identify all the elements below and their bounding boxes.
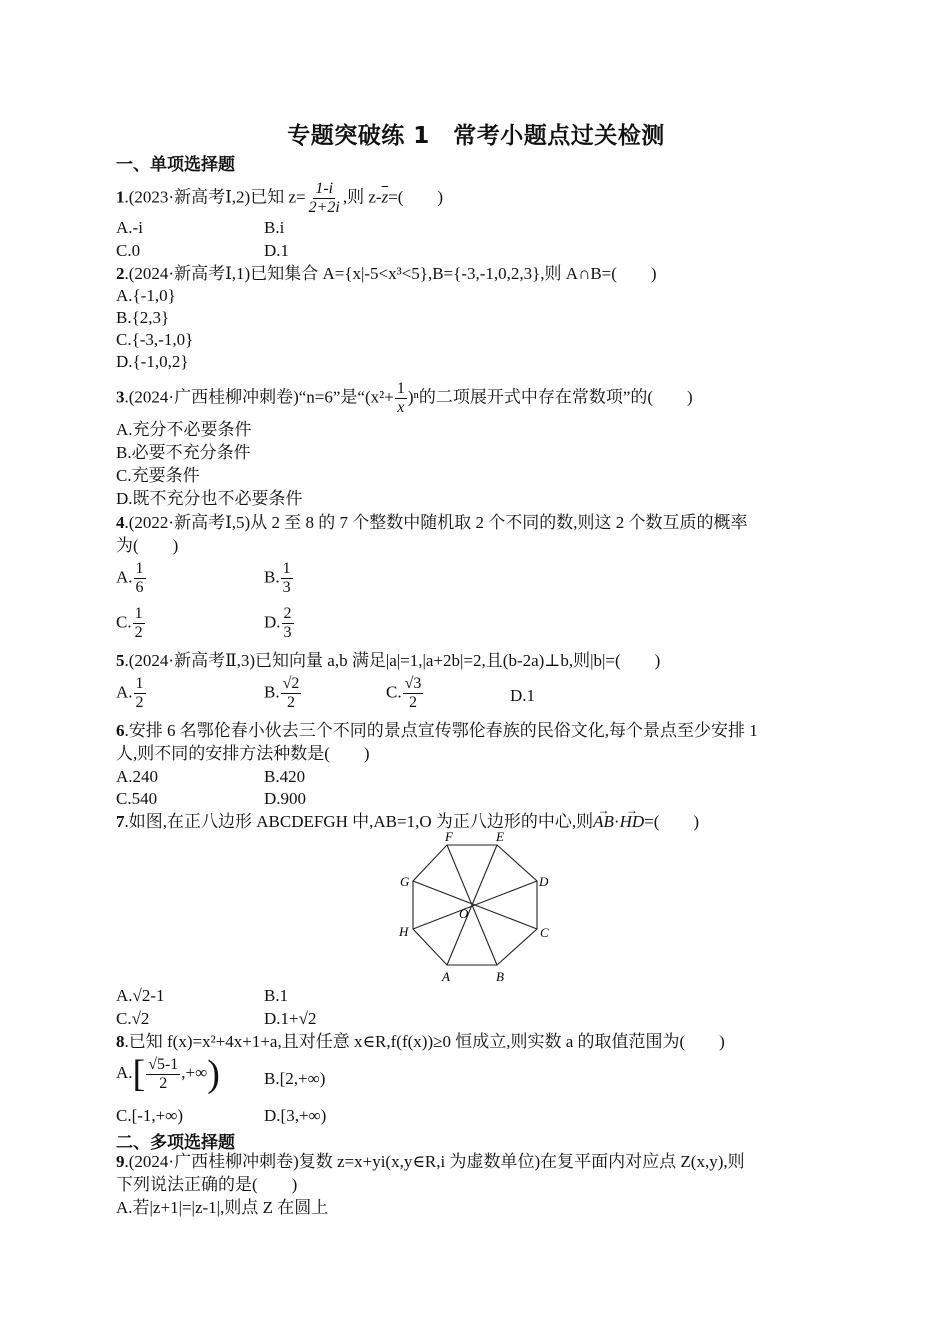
fraction	[281, 560, 293, 597]
option-a: A.√2-1	[116, 986, 165, 1005]
fraction-numerator: 1-i	[315, 180, 334, 197]
option-b: B.{2,3}	[116, 308, 170, 327]
fraction-numerator: √3	[404, 675, 422, 692]
option-label: A.	[116, 682, 133, 702]
option-a: A.{-1,0}	[116, 286, 176, 305]
fraction	[395, 380, 407, 417]
fraction-numerator: 2	[283, 605, 292, 622]
option-c: C.[-1,+∞)	[116, 1106, 184, 1125]
section-heading-multi-choice: 二、多项选择题	[116, 1133, 235, 1153]
vector-ab: → AB	[593, 812, 614, 831]
option-b: B.i	[264, 218, 285, 237]
question-number: 9	[116, 1152, 125, 1171]
option-b	[264, 560, 294, 597]
option-label: A.	[116, 1062, 133, 1082]
vertex-label-g: G	[400, 874, 410, 889]
option-c: C.充要条件	[116, 466, 200, 485]
dot-operator: ·	[613, 812, 620, 831]
fraction-numerator: 1	[134, 605, 143, 622]
vertex-label-c: C	[540, 925, 549, 940]
right-paren: )	[207, 1053, 220, 1095]
option-d: D.900	[264, 789, 307, 808]
question-text: .(2024·广西桂柳冲刺卷)“n=6”是“(x²+	[124, 387, 394, 407]
octagon-figure	[392, 828, 560, 988]
fraction-denominator: 2	[135, 694, 144, 711]
question-text: .(2022·新高考Ⅰ,5)从 2 至 8 的 7 个整数中随机取 2 个不同的数,则这 2 个数互质的概率	[124, 513, 748, 532]
option-label: D.	[264, 612, 281, 632]
question-number: 4	[116, 513, 125, 532]
question-number: 5	[116, 651, 125, 670]
fraction-denominator: 2	[134, 624, 143, 641]
fraction	[133, 605, 145, 642]
fraction	[307, 180, 342, 217]
vertex-label-f: F	[445, 829, 453, 844]
option-d: D.1	[510, 686, 536, 705]
question-text: .如图,在正八边形 ABCDEFGH 中,AB=1,O 为正八边形的中心,则	[124, 812, 594, 831]
option-d: D.{-1,0,2}	[116, 352, 189, 371]
question-4	[116, 512, 747, 534]
section-heading-single-choice: 一、单项选择题	[116, 155, 235, 175]
question-number: 6	[116, 721, 125, 740]
question-text: .(2024·广西桂柳冲刺卷)复数 z=x+yi(x,y∈R,i 为虚数单位)在复平面内对应点 Z(x,y),则	[124, 1152, 745, 1171]
option-a: A.若|z+1|=|z-1|,则点 Z 在圆上	[116, 1198, 329, 1217]
question-text: )ⁿ的二项展开式中存在常数项”的( )	[407, 387, 693, 407]
fraction-denominator: 3	[282, 579, 291, 596]
option-b: B.1	[264, 986, 289, 1005]
fraction-numerator: 1	[135, 675, 144, 692]
option-b: B.420	[264, 767, 306, 786]
fraction-denominator: 2	[286, 694, 295, 711]
option-a	[116, 560, 147, 597]
question-number: 3	[116, 387, 125, 407]
option-d: D.[3,+∞)	[264, 1106, 327, 1125]
fraction-numerator: 1	[282, 560, 291, 577]
question-text: =( )	[388, 187, 444, 207]
fraction-denominator: 2+2i	[308, 199, 340, 216]
question-6-cont: 人,则不同的安排方法种数是( )	[116, 744, 370, 763]
question-4-cont: 为( )	[116, 536, 179, 555]
question-9-cont: 下列说法正确的是( )	[116, 1175, 298, 1194]
conjugate-z: $\overline{z}$	[381, 187, 389, 207]
fraction	[282, 605, 294, 642]
option-d: D.既不充分也不必要条件	[116, 489, 303, 508]
vertex-label-e: E	[496, 829, 504, 844]
option-label: B.	[264, 682, 280, 702]
option-b: B.[2,+∞)	[264, 1069, 326, 1088]
option-c: C.540	[116, 789, 158, 808]
question-8	[116, 1031, 725, 1053]
option-c: C.{-3,-1,0}	[116, 330, 194, 349]
center-label-o: O	[459, 906, 469, 921]
option-a	[116, 1054, 220, 1094]
question-text: ,则 z-	[342, 187, 382, 207]
fraction-denominator: 6	[135, 579, 144, 596]
fraction-denominator: x	[397, 399, 405, 416]
question-9	[116, 1151, 745, 1173]
question-text: .安排 6 名鄂伦春小伙去三个不同的景点宣传鄂伦春族的民俗文化,每个景点至少安排 1	[124, 721, 758, 740]
question-3	[116, 380, 693, 417]
fraction	[403, 675, 424, 712]
fraction-numerator: √2	[282, 675, 300, 692]
option-a: A.充分不必要条件	[116, 420, 252, 439]
question-text: .(2024·新高考Ⅰ,1)已知集合 A={x|-5<x³<5},B={-3,-1,0,2,3},则 A∩B=( )	[124, 264, 657, 283]
option-b: B.必要不充分条件	[116, 443, 251, 462]
question-number: 1	[116, 187, 125, 207]
option-label: C.	[116, 612, 132, 632]
option-c: C.√2	[116, 1009, 150, 1028]
question-number: 8	[116, 1032, 125, 1051]
fraction-denominator: 2	[159, 1074, 168, 1092]
option-label: B.	[264, 567, 280, 587]
vector-hd: → HD	[620, 812, 645, 831]
option-tail: ,+∞	[181, 1062, 208, 1082]
vertex-label-d: D	[539, 874, 549, 889]
question-1	[116, 180, 443, 217]
option-c	[116, 605, 146, 642]
fraction-numerator: √5-1	[148, 1055, 179, 1073]
option-b	[264, 675, 302, 712]
question-text: .(2024·新高考Ⅱ,3)已知向量 a,b 满足|a|=1,|a+2b|=2,且(b-2a)⊥b,则|b|=( )	[124, 651, 661, 670]
option-a: A.-i	[116, 218, 143, 237]
fraction-numerator: 1	[135, 560, 144, 577]
option-d	[264, 605, 295, 642]
option-label: A.	[116, 567, 133, 587]
vertex-label-h: H	[399, 924, 409, 939]
option-a	[116, 675, 147, 712]
fraction	[281, 675, 302, 712]
fraction	[146, 1056, 180, 1093]
vertex-label-b: B	[496, 969, 504, 984]
fraction	[134, 560, 146, 597]
question-text: .已知 f(x)=x²+4x+1+a,且对任意 x∈R,f(f(x))≥0 恒成立,则实数 a 的取值范围为( )	[124, 1032, 725, 1051]
fraction-denominator: 2	[408, 694, 417, 711]
fraction-denominator: 3	[283, 624, 292, 641]
page-title: 专题突破练 1 常考小题点过关检测	[287, 123, 665, 149]
option-d: D.1+√2	[264, 1009, 317, 1028]
question-number: 7	[116, 812, 125, 831]
fraction-numerator: 1	[396, 380, 405, 397]
question-6	[116, 720, 758, 742]
question-2	[116, 263, 657, 285]
left-bracket: [	[132, 1053, 146, 1095]
vertex-label-a: A	[442, 969, 450, 984]
option-d: D.1	[264, 241, 290, 260]
option-c	[386, 675, 424, 712]
question-text: =( )	[644, 812, 700, 831]
fraction	[134, 675, 146, 712]
option-label: C.	[386, 682, 402, 702]
option-c: C.0	[116, 241, 141, 260]
question-text: .(2023·新高考Ⅰ,2)已知 z=	[124, 187, 306, 207]
option-a: A.240	[116, 767, 159, 786]
question-number: 2	[116, 264, 125, 283]
question-5	[116, 650, 660, 672]
